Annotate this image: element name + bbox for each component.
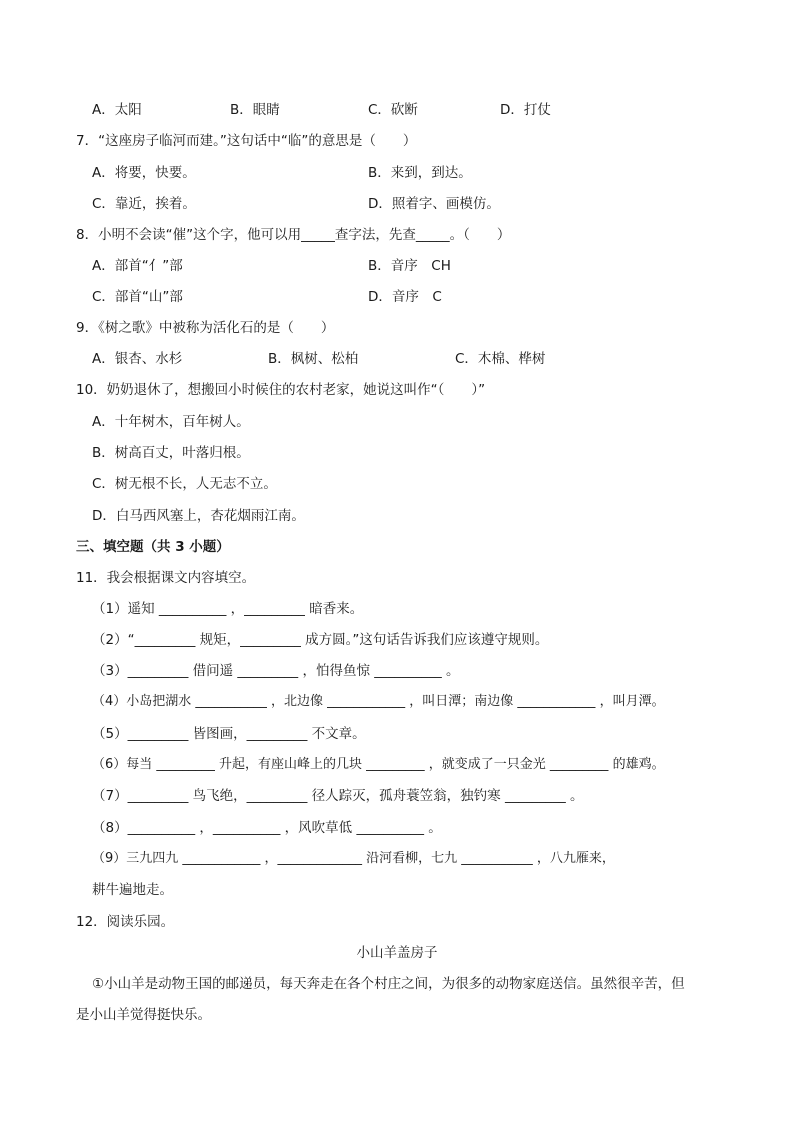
- q7-stem: 7．“这座房子临河而建。”这句话中“临”的意思是（ ）: [76, 133, 417, 149]
- q6-option-b: B．眼睛: [230, 102, 280, 118]
- q10-option-b: B．树高百丈，叶落归根。: [92, 445, 250, 461]
- q8-stem: 8．小明不会读“催”这个字，他可以用_____查字法，先查_____。（ ）: [76, 227, 511, 243]
- q10-stem: 10．奶奶退休了，想搬回小时候住的农村老家，她说这叫作“（ ）”: [76, 382, 486, 398]
- passage-paragraph-line-1: ①小山羊是动物王国的邮递员，每天奔走在各个村庄之间，为很多的动物家庭送信。虽然很辛苦，但: [92, 976, 685, 992]
- q11-item-2: （2）“_________ 规矩，_________ 成方圆。”这句话告诉我们应该遵守规则。: [92, 632, 549, 648]
- q8-option-a: A．部首“亻”部: [92, 258, 183, 274]
- q7-option-a: A．将要，快要。: [92, 165, 196, 181]
- q6-option-d: D．打仗: [500, 102, 551, 118]
- q6-option-a: A．太阳: [92, 102, 142, 118]
- q10-option-c: C．树无根不长，人无志不立。: [92, 476, 277, 492]
- q7-option-b: B．来到，到达。: [368, 165, 472, 181]
- q9-option-b: B．枫树、松柏: [268, 351, 359, 367]
- q6-option-c: C．砍断: [368, 102, 418, 118]
- q9-stem: 9．《树之歌》中被称为活化石的是（ ）: [76, 320, 335, 336]
- q10-option-a: A．十年树木，百年树人。: [92, 414, 250, 430]
- q8-option-d: D．音序 C: [368, 289, 442, 305]
- q9-option-c: C．木棉、桦树: [455, 351, 546, 367]
- section-heading: 三、填空题（共 3 小题）: [76, 539, 230, 555]
- q7-option-c: C．靠近，挨着。: [92, 196, 196, 212]
- q8-option-c: C．部首“山”部: [92, 289, 183, 305]
- q11-item-3: （3）_________ 借问遥 _________ ，怕得鱼惊 __________ 。: [92, 663, 460, 679]
- passage-title: 小山羊盖房子: [356, 945, 438, 961]
- q11-item-7: （7）_________ 鸟飞绝，_________ 径人踪灭，孤舟蓑笠翁，独钓寒 _________ 。: [92, 788, 584, 804]
- q11-item-1: （1）遥知 __________ ，_________ 暗香来。: [92, 601, 364, 617]
- q11-item-9-continued: 耕牛遍地走。: [92, 882, 173, 898]
- q8-option-b: B．音序 CH: [368, 258, 451, 274]
- q10-option-d: D．白马西风塞上，杏花烟雨江南。: [92, 508, 305, 524]
- q11-item-4: （4）小岛把湖水 ___________ ，北边像 ____________ ，叫日潭；南边像 ____________ ，叫月潭。: [92, 694, 665, 709]
- q11-item-9: （9）三九四九 ____________ ，_____________ 沿河看柳，七九 ___________ ，八九雁来，: [92, 851, 615, 866]
- q11-item-5: （5）_________ 皆图画，_________ 不文章。: [92, 726, 366, 742]
- q7-option-d: D．照着字、画模仿。: [368, 196, 500, 212]
- q11-item-6: （6）每当 _________ 升起，有座山峰上的几块 _________ ，就变成了一只金光 _________ 的雄鸡。: [92, 757, 665, 772]
- passage-paragraph-line-2: 是小山羊觉得挺快乐。: [76, 1007, 211, 1023]
- q11-item-8: （8）__________ ，__________ ，风吹草低 __________ 。: [92, 820, 442, 836]
- q12-stem: 12．阅读乐园。: [76, 914, 175, 930]
- q11-stem: 11．我会根据课文内容填空。: [76, 570, 256, 586]
- q9-option-a: A．银杏、水杉: [92, 351, 183, 367]
